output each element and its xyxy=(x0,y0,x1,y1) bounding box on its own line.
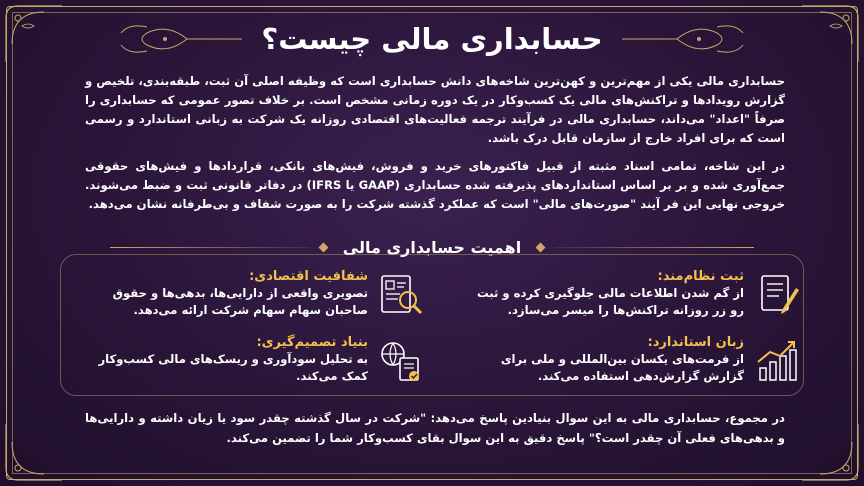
feature-title: بنیاد تصمیم‌گیری: xyxy=(256,335,368,350)
section-title: اهمیت حسابداری مالی xyxy=(342,237,522,257)
diamond-icon xyxy=(536,242,546,252)
feature-description: از فرمت‌های یکسان بین‌المللی و ملی برای گزارش گزارش‌دهی استفاده می‌کند. xyxy=(500,352,744,383)
title-bar xyxy=(0,14,864,64)
feature-description: تصویری واقعی از دارایی‌ها، بدهی‌ها و حقوق صاحبان سهام سهام شرکت ارائه می‌دهد. xyxy=(112,286,368,317)
detail-paragraph: در این شاخه، تمامی اسناد مثبته از قبیل فاکتورهای خرید و فروش، فیش‌های بانکی، قراردادها و فیش‌های حقوقی جمع‌آوری شده و بر بر اساس استانداردهای پذیرفته شده حسابداری (GAAP یا IFRS) در دفاتر قانونی ثبت و ضبط می‌شوند. خروجی نهایی این فر آیند "صورت‌های مالی" است که عملکرد گذشته شرکت را به صورت شفاف و بی‌طرفانه نشان می‌دهد. xyxy=(85,159,785,211)
corner-ornament-icon xyxy=(4,422,64,482)
feature-systematic xyxy=(462,268,802,330)
globe-documents-icon xyxy=(376,336,426,386)
page-title: حسابداری مالی چیست؟ xyxy=(261,22,603,56)
feature-title: ثبت نظام‌مند: xyxy=(657,269,744,284)
conclusion-paragraph: در مجموع، حسابداری مالی به این سوال بنیادین پاسخ می‌دهد: "شرکت در سال گذشته چقدر سود یا زیان داشته و دارایی‌ها و بدهی‌های فعلی آن چقدر است؟" پاسخ دقیق به این سوال بقای کسب‌وکار شما را تضمین می‌کند. xyxy=(85,411,785,445)
diamond-icon xyxy=(318,242,328,252)
feature-title: زبان استاندارد: xyxy=(647,335,744,350)
title-ornament-icon xyxy=(117,19,247,59)
feature-title: شفافیت اقتصادی: xyxy=(249,269,368,284)
feature-decision-basis xyxy=(86,334,426,396)
divider xyxy=(110,247,310,248)
document-pen-icon xyxy=(752,270,802,320)
intro-paragraph: حسابداری مالی یکی از مهم‌ترین و کهن‌ترین شاخه‌های دانش حسابداری است که وظیفه اصلی آن ثبت، طبقه‌بندی، تلخیص و گزارش رویدادها و تراکنش‌های مالی یک کسب‌وکار در یک دوره زمانی مشخص است. بر خلاف تصور عمومی که حسابداری را صرفاً "اعداد" می‌داند، حسابداری مالی در فرآیند ترجمه فعالیت‌های اقتصادی روزانه یک شرکت به زبانی استاندارد و رسمی است که برای افراد خارج از سازمان قابل درک باشد. xyxy=(85,74,785,145)
divider xyxy=(554,247,754,248)
feature-description: از گم شدن اطلاعات مالی جلوگیری کرده و ثبت رو زر روزانه تراکنش‌ها را میسر می‌سازد. xyxy=(477,286,744,317)
magnifier-report-icon xyxy=(376,270,426,320)
feature-description: به تحلیل سودآوری و ریسک‌های مالی کسب‌وکار کمک می‌کند. xyxy=(98,352,368,383)
feature-transparency xyxy=(86,268,426,330)
title-ornament-icon xyxy=(617,19,747,59)
feature-standard-language xyxy=(462,334,802,396)
corner-ornament-icon xyxy=(800,422,860,482)
growth-chart-icon xyxy=(752,336,802,386)
